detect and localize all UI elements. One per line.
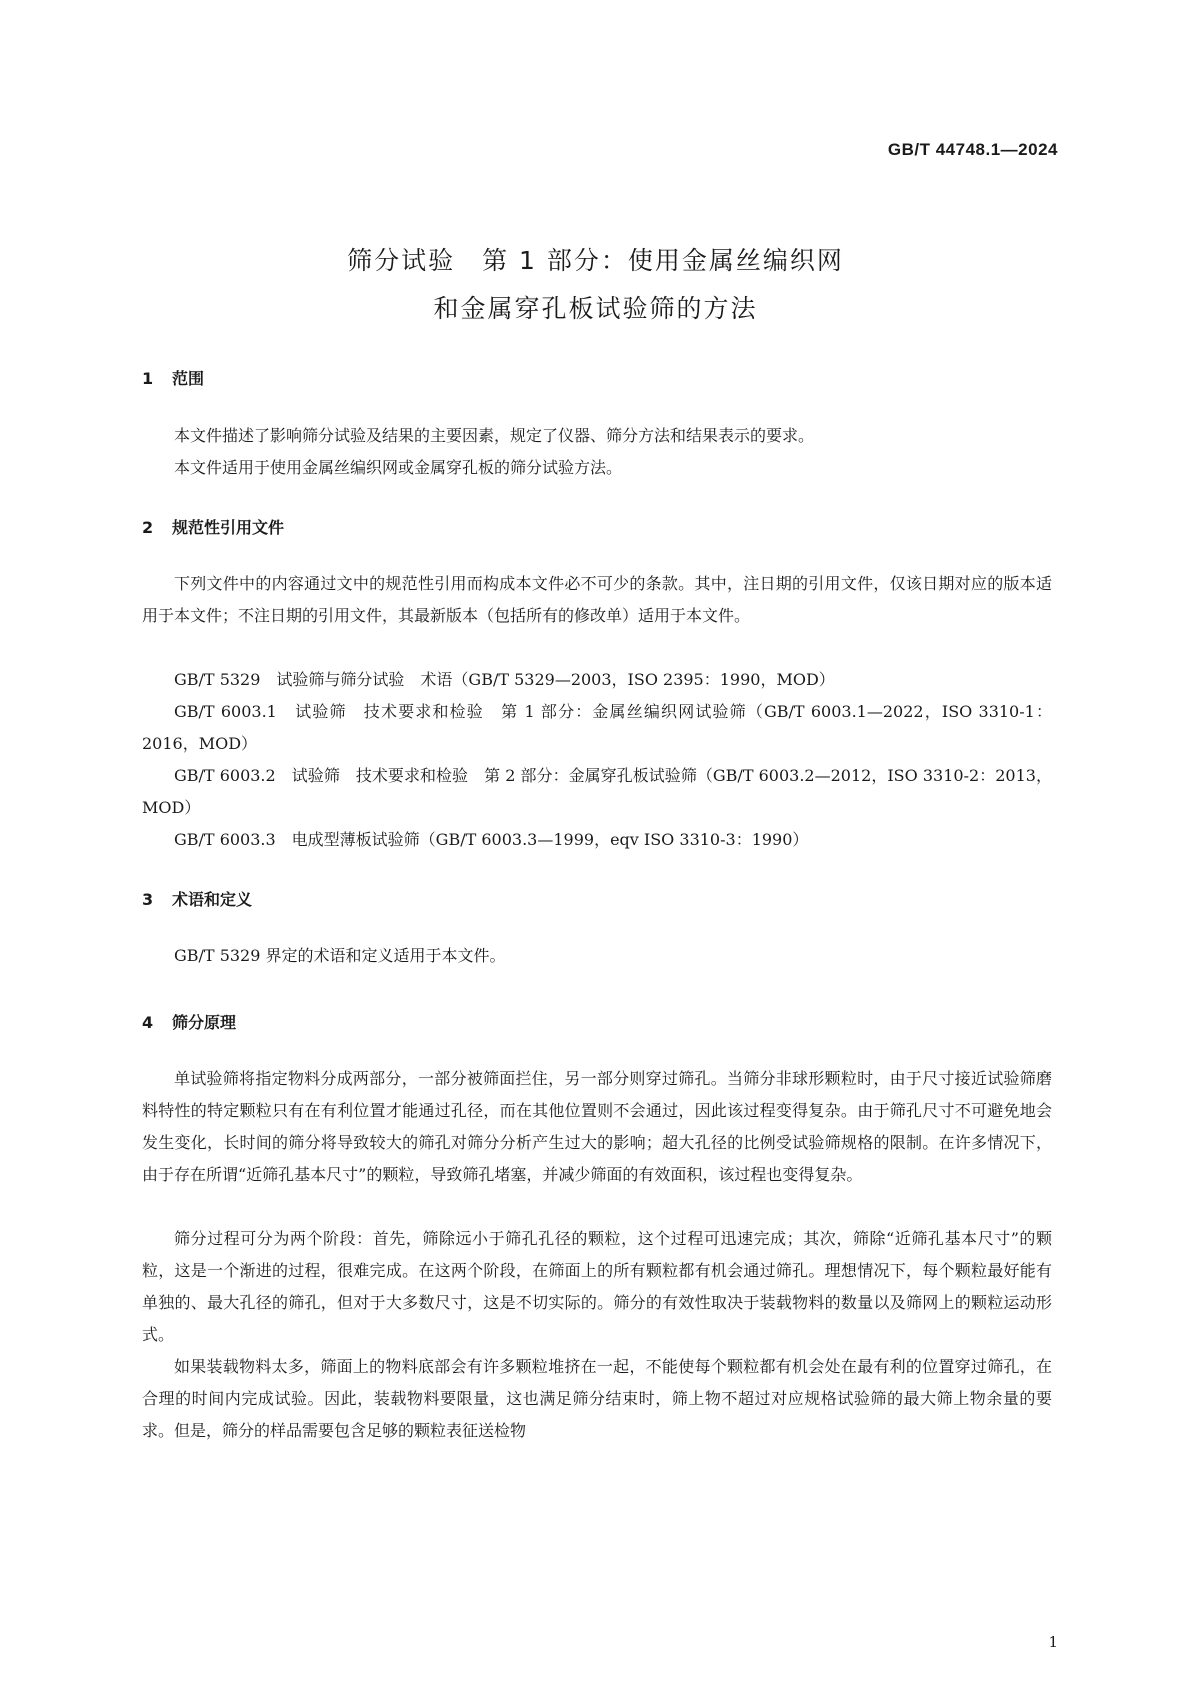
reference-item: GB/T 6003.3 电成型薄板试验筛（GB/T 6003.3—1999，eqv ISO 3310-3：1990） xyxy=(174,830,809,849)
title-line-1: 筛分试验 第 1 部分：使用金属丝编织网 xyxy=(347,246,844,275)
reference-item: GB/T 6003.1 试验筛 技术要求和检验 第 1 部分：金属丝编织网试验筛（GB/T 6003.1—2022，ISO 3310-1：2016，MOD） xyxy=(142,702,1052,753)
section-4-paragraph-2: 筛分过程可分为两个阶段：首先，筛除远小于筛孔孔径的颗粒，这个过程可迅速完成；其次，筛除“近筛孔基本尺寸”的颗粒，这是一个渐进的过程，很难完成。在这两个阶段，在筛面上的所有颗粒都有机会通过筛孔。理想情况下，每个颗粒最好能有单独的、最大孔径的筛孔，但对于大多数尺寸，这是不切实际的。筛分的有效性取决于装载物料的数量以及筛网上的颗粒运动形式。 xyxy=(142,1229,1052,1344)
section-number: 3 xyxy=(142,890,154,909)
section-3-paragraph-1: GB/T 5329 界定的术语和定义适用于本文件。 xyxy=(174,946,506,965)
section-number: 2 xyxy=(142,518,154,537)
section-number: 1 xyxy=(142,369,154,388)
section-title: 规范性引用文件 xyxy=(172,518,285,537)
standard-code: GB/T 44748.1—2024 xyxy=(887,140,1058,159)
section-1-paragraph-1: 本文件描述了影响筛分试验及结果的主要因素，规定了仪器、筛分方法和结果表示的要求。 xyxy=(174,426,815,445)
reference-item: GB/T 6003.2 试验筛 技术要求和检验 第 2 部分：金属穿孔板试验筛（GB/T 6003.2—2012，ISO 3310-2：2013，MOD） xyxy=(142,766,1052,817)
section-title: 范围 xyxy=(172,369,205,388)
section-4-paragraph-3: 如果装载物料太多，筛面上的物料底部会有许多颗粒堆挤在一起，不能使每个颗粒都有机会处在最有利的位置穿过筛孔，在合理的时间内完成试验。因此，装载物料要限量，这也满足筛分结束时，筛上物不超过对应规格试验筛的最大筛上物余量的要求。但是，筛分的样品需要包含足够的颗粒表征送检物 xyxy=(142,1357,1052,1440)
section-2-heading xyxy=(142,515,284,538)
reference-item: GB/T 5329 试验筛与筛分试验 术语（GB/T 5329—2003，ISO 2395：1990，MOD） xyxy=(174,670,835,689)
section-number: 4 xyxy=(142,1013,154,1032)
page-number: 1 xyxy=(1048,1633,1058,1651)
section-1-paragraph-2: 本文件适用于使用金属丝编织网或金属穿孔板的筛分试验方法。 xyxy=(174,458,623,477)
section-1-heading xyxy=(142,366,204,389)
section-4-heading xyxy=(142,1010,236,1033)
section-title: 术语和定义 xyxy=(172,890,253,909)
section-2-paragraph-1: 下列文件中的内容通过文中的规范性引用而构成本文件必不可少的条款。其中，注日期的引用文件，仅该日期对应的版本适用于本文件；不注日期的引用文件，其最新版本（包括所有的修改单）适用于本文件。 xyxy=(142,574,1052,625)
section-3-heading xyxy=(142,887,252,910)
section-title: 筛分原理 xyxy=(172,1013,237,1032)
document-title xyxy=(0,237,1191,333)
section-4-paragraph-1: 单试验筛将指定物料分成两部分，一部分被筛面拦住，另一部分则穿过筛孔。当筛分非球形颗粒时，由于尺寸接近试验筛磨料特性的特定颗粒只有在有利位置才能通过孔径，而在其他位置则不会通过，因此该过程变得复杂。由于筛孔尺寸不可避免地会发生变化，长时间的筛分将导致较大的筛孔对筛分分析产生过大的影响；超大孔径的比例受试验筛规格的限制。在许多情况下，由于存在所谓“近筛孔基本尺寸”的颗粒，导致筛孔堵塞，并减少筛面的有效面积，该过程也变得复杂。 xyxy=(142,1069,1052,1184)
title-line-2: 和金属穿孔板试验筛的方法 xyxy=(433,294,758,323)
